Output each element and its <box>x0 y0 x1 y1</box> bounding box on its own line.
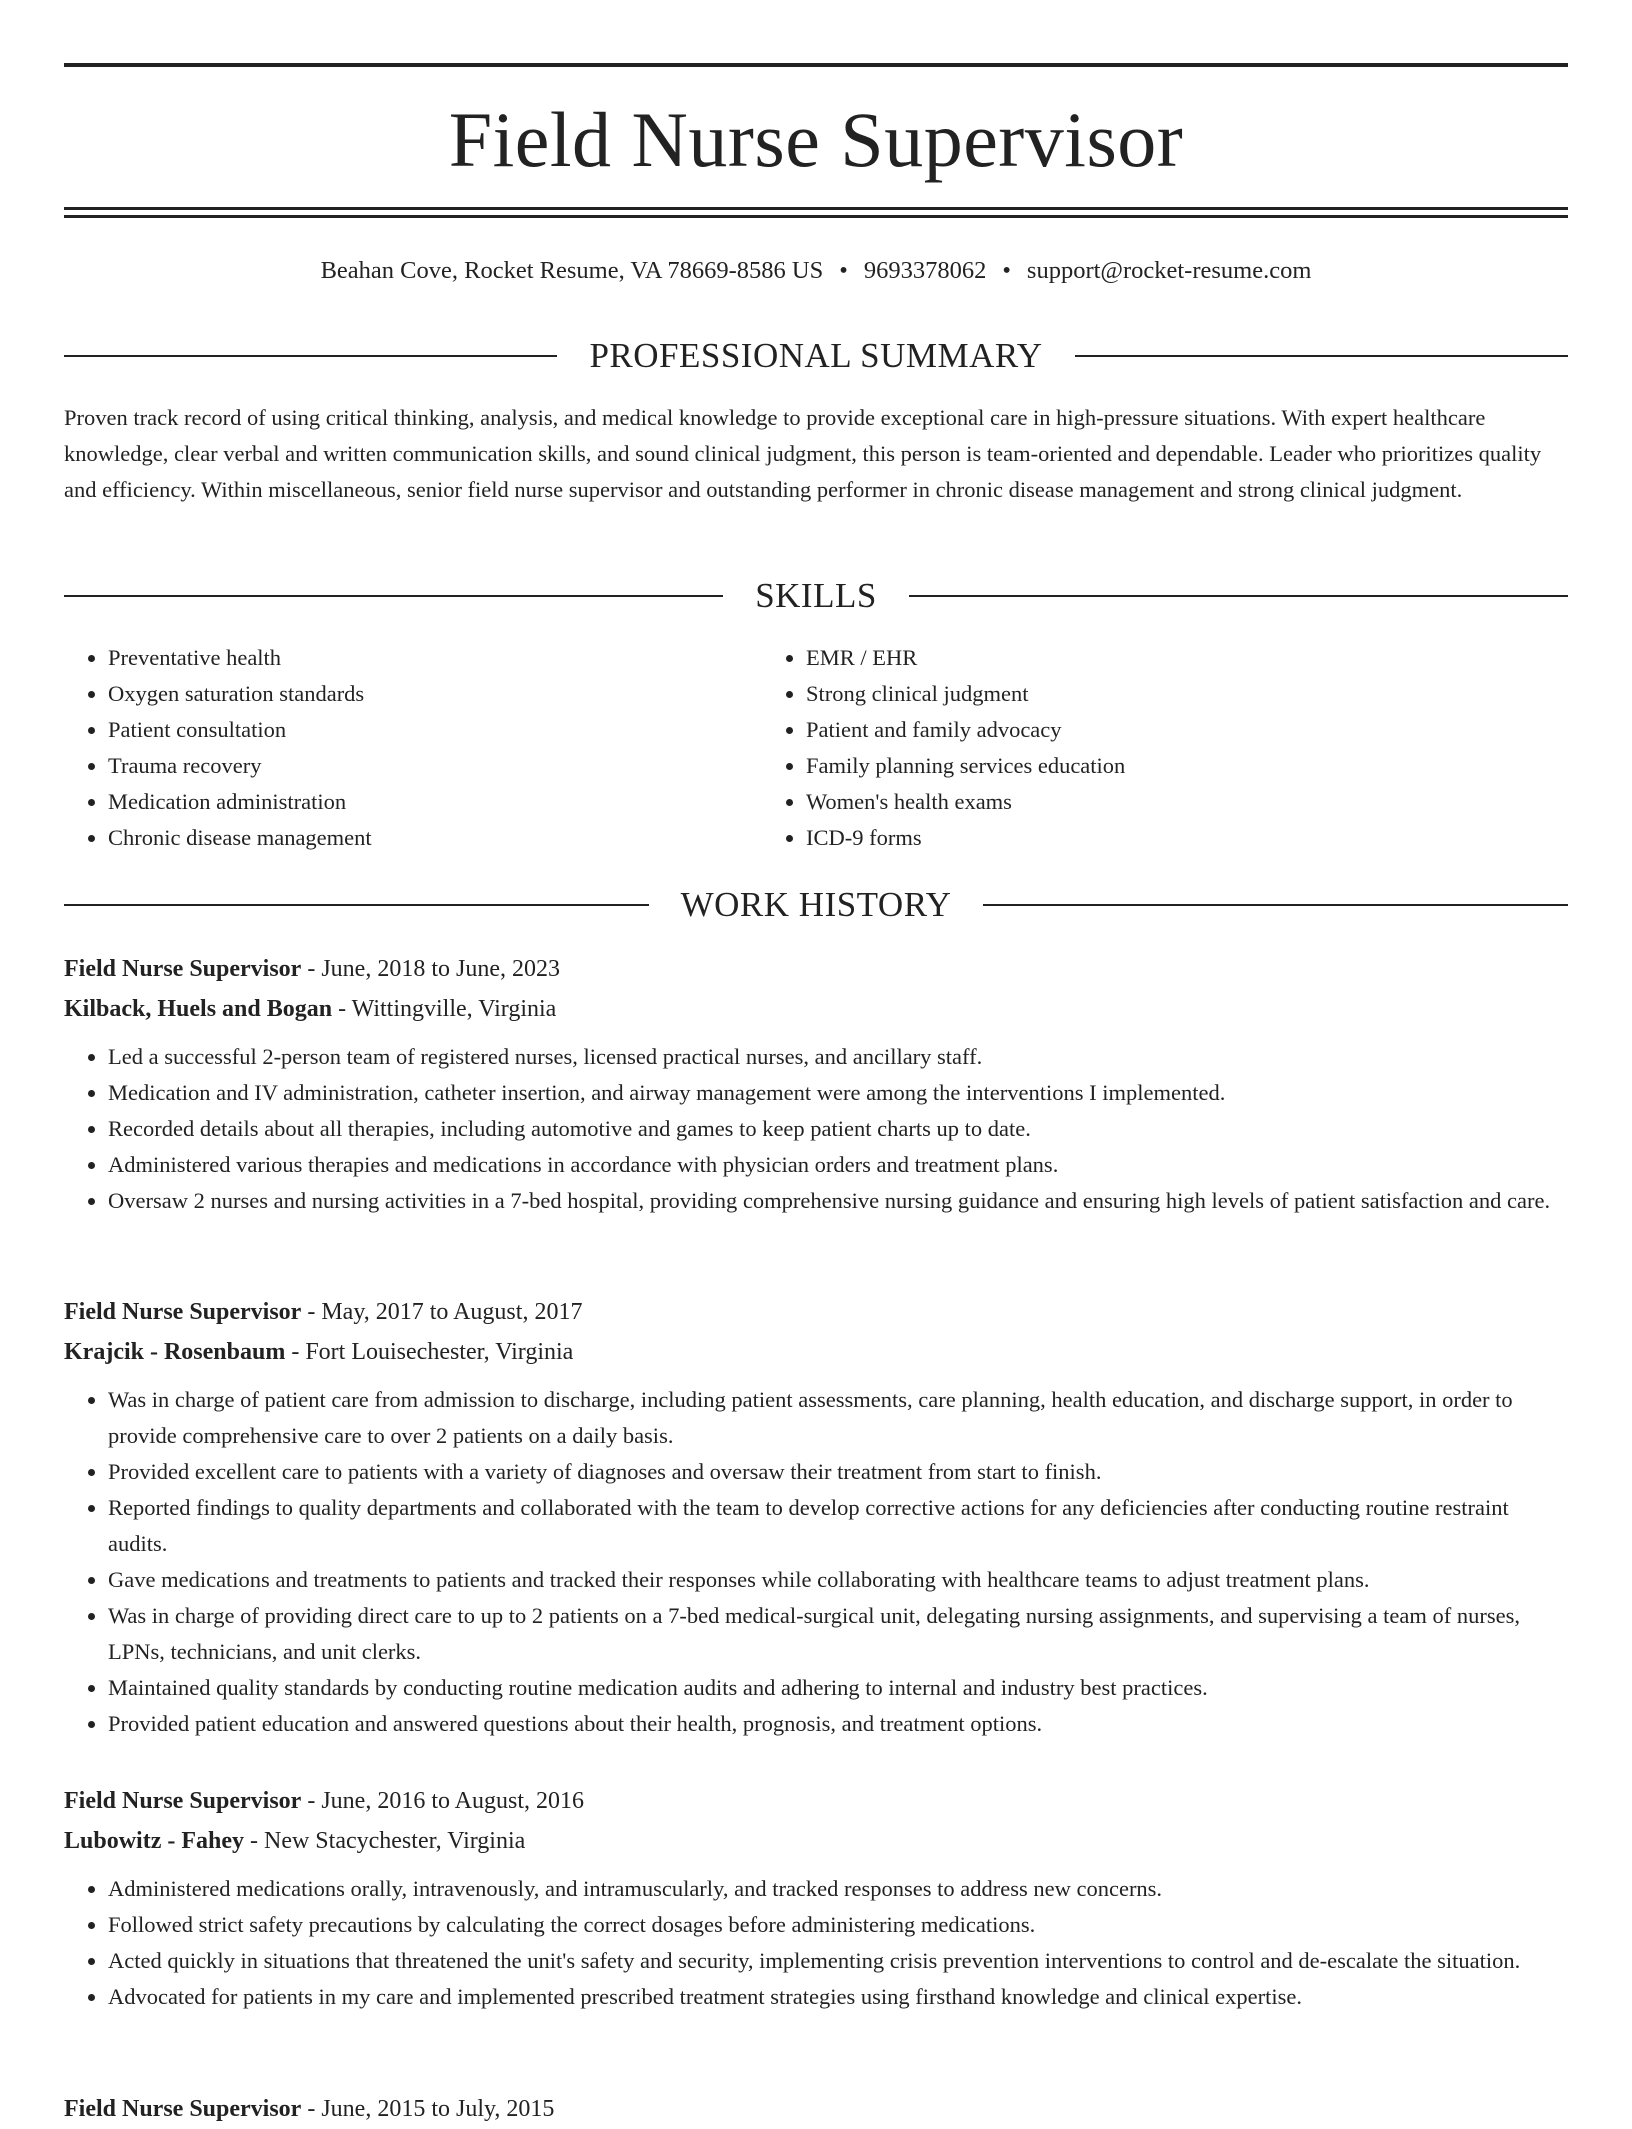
job-title: Field Nurse Supervisor <box>64 1788 302 1814</box>
job-bullet: • Maintained quality standards by conducting routine medication audits and adhering to internal and industry best practices. <box>108 1670 1568 1706</box>
job-bullet: • Recorded details about all therapies, including automotive and games to keep patient charts up to date. <box>108 1111 1568 1147</box>
skill-item: • Oxygen saturation standards <box>108 676 762 712</box>
section-rule-right <box>1075 355 1568 357</box>
job-org-line <box>64 1332 1568 1372</box>
job-company: Kilback, Huels and Bogan <box>64 996 333 1022</box>
job-bullet: • Was in charge of providing direct care to up to 2 patients on a 7-bed medical-surgical unit, delegating nursing assignments, and supervising a team of nurses, LPNs, technicians, and unit clerks. <box>108 1598 1568 1670</box>
job-bullet: • Medication and IV administration, catheter insertion, and airway management were among the interventions I implemented. <box>108 1075 1568 1111</box>
summary-text: Proven track record of using critical thinking, analysis, and medical knowledge to provide exceptional care in high-pressure situations. With expert healthcare knowledge, clear verbal and written communication skills, and sound clinical judgment, this person is team-oriented and dependable. Leader who prioritizes quality and efficiency. Within miscellaneous, senior field nurse supervisor and outstanding performer in chronic disease management and strong clinical judgment. <box>64 405 1542 502</box>
skill-item: • EMR / EHR <box>806 640 1568 676</box>
job-entry <box>64 2089 1568 2129</box>
job-location: - Fort Louisechester, Virginia <box>285 1339 574 1365</box>
job-bullet: • Reported findings to quality departments and collaborated with the team to develop corrective actions for any deficiencies after conducting routine restraint audits. <box>108 1490 1568 1562</box>
section-heading-skills <box>64 574 1568 618</box>
job-bullet: • Advocated for patients in my care and implemented prescribed treatment strategies using firsthand knowledge and clinical expertise. <box>108 1979 1568 2015</box>
job-org-line <box>64 989 1568 1029</box>
contact-separator: • <box>1002 257 1011 284</box>
contact-separator: • <box>839 257 848 284</box>
job-bullet: • Followed strict safety precautions by calculating the correct dosages before administering medications. <box>108 1907 1568 1943</box>
job-role-line <box>64 1781 1568 1821</box>
job-bullet: • Acted quickly in situations that threatened the unit's safety and security, implementing crisis prevention interventions to control and de-escalate the situation. <box>108 1943 1568 1979</box>
job-dates: - June, 2018 to June, 2023 <box>301 956 560 982</box>
section-heading-work-history <box>64 883 1568 927</box>
job-title: Field Nurse Supervisor <box>64 956 302 982</box>
section-rule-right <box>983 904 1568 906</box>
section-rule-left <box>64 904 649 906</box>
skills-columns <box>64 640 1568 856</box>
header-double-rule-lower <box>64 215 1568 218</box>
skill-item: • Strong clinical judgment <box>806 676 1568 712</box>
skill-item: • Chronic disease management <box>108 820 762 856</box>
job-bullet: • Administered various therapies and medications in accordance with physician orders and treatment plans. <box>108 1147 1568 1183</box>
section-rule-left <box>64 355 557 357</box>
contact-phone: 9693378062 <box>863 257 987 284</box>
job-entry <box>64 1781 1568 2015</box>
job-bullets <box>64 1382 1568 1742</box>
job-bullet: • Oversaw 2 nurses and nursing activities in a 7-bed hospital, providing comprehensive nursing guidance and ensuring high levels of patient satisfaction and care. <box>108 1183 1568 1219</box>
job-bullets <box>64 1871 1568 2015</box>
contact-line <box>64 254 1568 288</box>
job-entry <box>64 949 1568 1219</box>
section-title: SKILLS <box>755 576 877 615</box>
header-top-rule <box>64 63 1568 67</box>
contact-address: Beahan Cove, Rocket Resume, VA 78669-8586 US <box>320 257 824 284</box>
job-bullet: • Provided excellent care to patients with a variety of diagnoses and oversaw their treatment from start to finish. <box>108 1454 1568 1490</box>
skills-list-left <box>64 640 762 856</box>
skill-item: • Trauma recovery <box>108 748 762 784</box>
job-title: Field Nurse Supervisor <box>64 1299 302 1325</box>
job-location: - Wittingville, Virginia <box>332 996 557 1022</box>
job-bullet: • Gave medications and treatments to patients and tracked their responses while collaborating with healthcare teams to adjust treatment plans. <box>108 1562 1568 1598</box>
job-company: Lubowitz - Fahey <box>64 1828 244 1854</box>
job-location: - New Stacychester, Virginia <box>244 1828 526 1854</box>
skill-item: • ICD-9 forms <box>806 820 1568 856</box>
section-rule-right <box>909 595 1568 597</box>
section-heading-summary <box>64 334 1568 378</box>
job-bullet: • Led a successful 2-person team of registered nurses, licensed practical nurses, and ancillary staff. <box>108 1039 1568 1075</box>
job-role-line <box>64 949 1568 989</box>
section-rule-left <box>64 595 723 597</box>
job-bullets <box>64 1039 1568 1219</box>
job-bullet: • Administered medications orally, intravenously, and intramuscularly, and tracked responses to address new concerns. <box>108 1871 1568 1907</box>
skill-item: • Women's health exams <box>806 784 1568 820</box>
job-company: Krajcik - Rosenbaum <box>64 1339 286 1365</box>
job-role-line <box>64 2089 1568 2129</box>
skills-list-right <box>762 640 1568 856</box>
job-bullet: • Was in charge of patient care from admission to discharge, including patient assessments, care planning, health education, and discharge support, in order to provide comprehensive care to over 2 patients on a daily basis. <box>108 1382 1568 1454</box>
skill-item: • Medication administration <box>108 784 762 820</box>
skill-item: • Patient and family advocacy <box>806 712 1568 748</box>
skill-item: • Preventative health <box>108 640 762 676</box>
contact-email: support@rocket-resume.com <box>1026 257 1312 284</box>
section-title: WORK HISTORY <box>680 885 952 924</box>
skill-item: • Family planning services education <box>806 748 1568 784</box>
job-role-line <box>64 1292 1568 1332</box>
job-dates: - June, 2015 to July, 2015 <box>301 2096 555 2122</box>
header-double-rule-upper <box>64 207 1568 210</box>
job-org-line <box>64 1821 1568 1861</box>
job-bullet: • Provided patient education and answered questions about their health, prognosis, and treatment options. <box>108 1706 1568 1742</box>
candidate-name: Field Nurse Supervisor <box>448 96 1184 183</box>
job-dates: - June, 2016 to August, 2016 <box>301 1788 584 1814</box>
job-dates: - May, 2017 to August, 2017 <box>301 1299 583 1325</box>
job-entry <box>64 1292 1568 1742</box>
skill-item: • Patient consultation <box>108 712 762 748</box>
section-title: PROFESSIONAL SUMMARY <box>589 336 1043 375</box>
job-title: Field Nurse Supervisor <box>64 2096 302 2122</box>
